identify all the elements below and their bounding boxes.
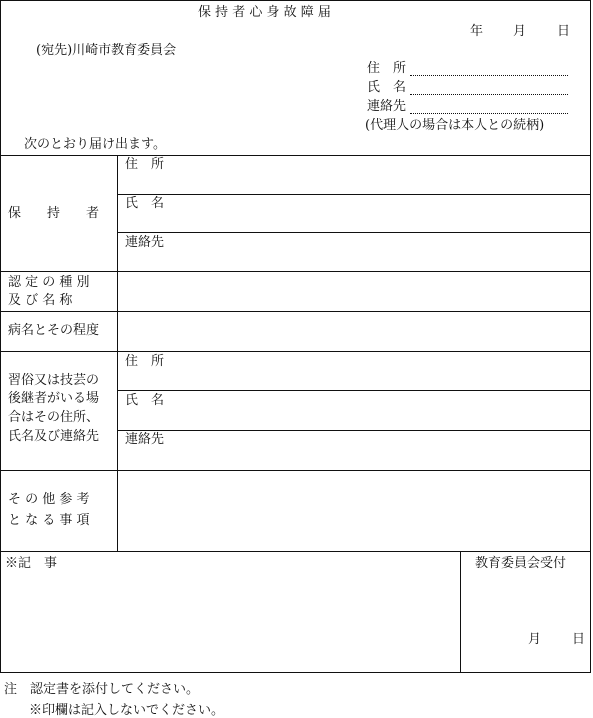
date-day-label: 日 [557, 24, 571, 39]
row-divider [0, 470, 591, 471]
receipt-column-divider [460, 551, 461, 673]
row-divider [117, 390, 591, 391]
successor-address-label: 住 所 [125, 354, 165, 369]
applicant-contact-field[interactable] [410, 113, 568, 114]
table-top-line [0, 155, 591, 156]
remarks-label: ※記 事 [5, 556, 58, 571]
applicant-address-field[interactable] [410, 75, 568, 76]
date-year-label: 年 [470, 24, 484, 39]
holder-contact-label: 連絡先 [125, 235, 165, 250]
successor-label-line2: 後継者がいる場 [8, 391, 100, 406]
row-divider [0, 271, 591, 272]
holder-name-label: 氏 名 [125, 196, 165, 211]
row-divider [0, 351, 591, 352]
illness-label: 病名とその程度 [8, 323, 100, 338]
intro-text: 次のとおり届け出ます。 [24, 137, 166, 152]
receipt-label: 教育委員会受付 [475, 556, 567, 571]
form-title: 保 持 者 心 身 故 障 届 [198, 5, 331, 20]
receipt-month-label: 月 [528, 632, 542, 647]
holder-label: 保 持 者 [8, 206, 100, 221]
note-marked-fields: ※印欄は記入しないでください。 [29, 703, 225, 718]
receipt-day-label: 日 [572, 632, 586, 647]
successor-label-line3: 合はその住所、 [8, 410, 100, 425]
applicant-name-label: 氏 名 [367, 80, 407, 95]
addressee: (宛先)川崎市教育委員会 [36, 43, 177, 58]
row-divider [117, 194, 591, 195]
successor-label-line4: 氏名及び連絡先 [8, 429, 100, 444]
successor-contact-label: 連絡先 [125, 432, 165, 447]
applicant-name-field[interactable] [410, 94, 568, 95]
other-label-line2: と な る 事 項 [8, 513, 90, 528]
row-divider [117, 430, 591, 431]
label-column-divider [117, 155, 118, 551]
certification-label-line2: 及 び 名 称 [8, 293, 73, 308]
successor-name-label: 氏 名 [125, 393, 165, 408]
row-divider [0, 311, 591, 312]
note-attach-certificate: 注 認定書を添付してください。 [4, 682, 200, 697]
proxy-note: (代理人の場合は本人との続柄) [365, 118, 545, 133]
other-label-line1: そ の 他 参 考 [8, 492, 90, 507]
date-month-label: 月 [513, 24, 527, 39]
applicant-address-label: 住 所 [367, 61, 407, 76]
row-divider [0, 551, 591, 552]
row-divider [117, 232, 591, 233]
applicant-contact-label: 連絡先 [367, 99, 407, 114]
certification-label-line1: 認 定 の 種 別 [8, 275, 90, 290]
holder-address-label: 住 所 [125, 157, 165, 172]
successor-label-line1: 習俗又は技芸の [8, 373, 100, 388]
